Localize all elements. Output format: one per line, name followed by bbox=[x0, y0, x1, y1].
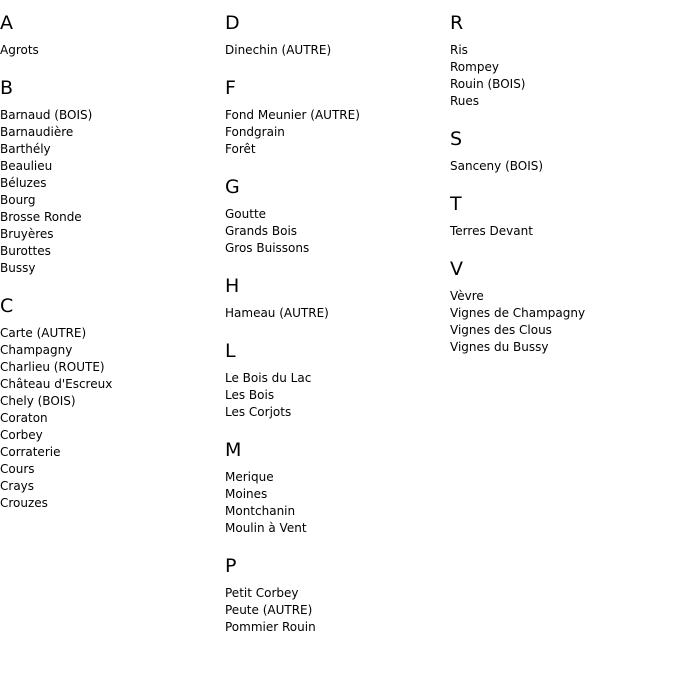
index-column-3 bbox=[450, 12, 665, 374]
place-link[interactable]: Béluzes bbox=[0, 176, 47, 190]
place-link[interactable]: Château d'Escreux bbox=[0, 377, 113, 391]
place-link[interactable]: Coraton bbox=[0, 411, 48, 425]
letter-heading: G bbox=[225, 176, 240, 198]
place-link[interactable]: Vignes des Clous bbox=[450, 323, 552, 337]
place-link[interactable]: Brosse Ronde bbox=[0, 210, 82, 224]
letter-heading: L bbox=[225, 340, 236, 362]
letter-heading: P bbox=[225, 555, 237, 577]
letter-group-h bbox=[225, 275, 440, 322]
place-link[interactable]: Rues bbox=[450, 94, 480, 108]
place-list bbox=[450, 158, 665, 175]
letter-heading: B bbox=[0, 77, 14, 99]
place-link[interactable]: Vignes du Bussy bbox=[450, 340, 549, 354]
place-link[interactable]: Terres Devant bbox=[450, 224, 533, 238]
letter-heading: M bbox=[225, 439, 242, 461]
place-link[interactable]: Barnaud (BOIS) bbox=[0, 108, 93, 122]
place-link[interactable]: Rompey bbox=[450, 60, 499, 74]
letter-group-t bbox=[450, 193, 665, 240]
place-link[interactable]: Crays bbox=[0, 479, 35, 493]
place-link[interactable]: Rouin (BOIS) bbox=[450, 77, 526, 91]
letter-group-m bbox=[225, 439, 440, 537]
letter-heading: S bbox=[450, 128, 463, 150]
letter-group-a bbox=[0, 12, 215, 59]
place-link[interactable]: Pommier Rouin bbox=[225, 620, 316, 634]
place-link[interactable]: Carte (AUTRE) bbox=[0, 326, 87, 340]
letter-group-g bbox=[225, 176, 440, 257]
place-list bbox=[0, 325, 215, 512]
index-column-1 bbox=[0, 12, 215, 530]
place-link[interactable]: Grands Bois bbox=[225, 224, 298, 238]
letter-heading: F bbox=[225, 77, 236, 99]
place-link[interactable]: Merique bbox=[225, 470, 274, 484]
place-link[interactable]: Bussy bbox=[0, 261, 36, 275]
letter-heading: R bbox=[450, 12, 464, 34]
place-link[interactable]: Moines bbox=[225, 487, 268, 501]
place-link[interactable]: Corraterie bbox=[0, 445, 61, 459]
place-link[interactable]: Gros Buissons bbox=[225, 241, 310, 255]
place-list bbox=[0, 107, 215, 277]
letter-heading: H bbox=[225, 275, 240, 297]
letter-heading: V bbox=[450, 258, 463, 280]
place-list bbox=[0, 42, 215, 59]
place-list bbox=[450, 288, 665, 356]
place-link[interactable]: Petit Corbey bbox=[225, 586, 299, 600]
place-link[interactable]: Charlieu (ROUTE) bbox=[0, 360, 105, 374]
place-link[interactable]: Forêt bbox=[225, 142, 256, 156]
letter-heading: T bbox=[450, 193, 462, 215]
place-link[interactable]: Goutte bbox=[225, 207, 267, 221]
place-link[interactable]: Corbey bbox=[0, 428, 43, 442]
place-link[interactable]: Moulin à Vent bbox=[225, 521, 307, 535]
place-list bbox=[225, 42, 440, 59]
letter-group-r bbox=[450, 12, 665, 110]
place-list bbox=[450, 223, 665, 240]
letter-group-b bbox=[0, 77, 215, 277]
letter-group-v bbox=[450, 258, 665, 356]
place-list bbox=[225, 585, 440, 636]
letter-group-p bbox=[225, 555, 440, 636]
place-link[interactable]: Fond Meunier (AUTRE) bbox=[225, 108, 360, 122]
place-link[interactable]: Agrots bbox=[0, 43, 39, 57]
letter-group-d bbox=[225, 12, 440, 59]
place-link[interactable]: Les Corjots bbox=[225, 405, 292, 419]
place-list bbox=[225, 469, 440, 537]
place-link[interactable]: Le Bois du Lac bbox=[225, 371, 312, 385]
letter-group-s bbox=[450, 128, 665, 175]
letter-heading: A bbox=[0, 12, 13, 34]
place-link[interactable]: Crouzes bbox=[0, 496, 48, 510]
place-link[interactable]: Bruyères bbox=[0, 227, 54, 241]
place-link[interactable]: Beaulieu bbox=[0, 159, 53, 173]
place-link[interactable]: Cours bbox=[0, 462, 35, 476]
letter-group-c bbox=[0, 295, 215, 512]
place-link[interactable]: Montchanin bbox=[225, 504, 296, 518]
place-link[interactable]: Burottes bbox=[0, 244, 51, 258]
place-link[interactable]: Bourg bbox=[0, 193, 36, 207]
letter-heading: D bbox=[225, 12, 240, 34]
letter-group-f bbox=[225, 77, 440, 158]
letter-heading: C bbox=[0, 295, 14, 317]
letter-group-l bbox=[225, 340, 440, 421]
place-link[interactable]: Vignes de Champagny bbox=[450, 306, 586, 320]
place-link[interactable]: Chely (BOIS) bbox=[0, 394, 76, 408]
place-list bbox=[225, 305, 440, 322]
place-link[interactable]: Champagny bbox=[0, 343, 73, 357]
place-list bbox=[225, 206, 440, 257]
place-link[interactable]: Ris bbox=[450, 43, 468, 57]
place-link[interactable]: Barnaudière bbox=[0, 125, 74, 139]
place-link[interactable]: Hameau (AUTRE) bbox=[225, 306, 329, 320]
place-link[interactable]: Sanceny (BOIS) bbox=[450, 159, 544, 173]
place-list bbox=[225, 370, 440, 421]
place-link[interactable]: Peute (AUTRE) bbox=[225, 603, 313, 617]
place-link[interactable]: Dinechin (AUTRE) bbox=[225, 43, 332, 57]
place-link[interactable]: Barthély bbox=[0, 142, 51, 156]
place-link[interactable]: Fondgrain bbox=[225, 125, 285, 139]
index-column-2 bbox=[225, 12, 440, 654]
place-link[interactable]: Vèvre bbox=[450, 289, 484, 303]
place-list bbox=[450, 42, 665, 110]
place-list bbox=[225, 107, 440, 158]
place-link[interactable]: Les Bois bbox=[225, 388, 275, 402]
